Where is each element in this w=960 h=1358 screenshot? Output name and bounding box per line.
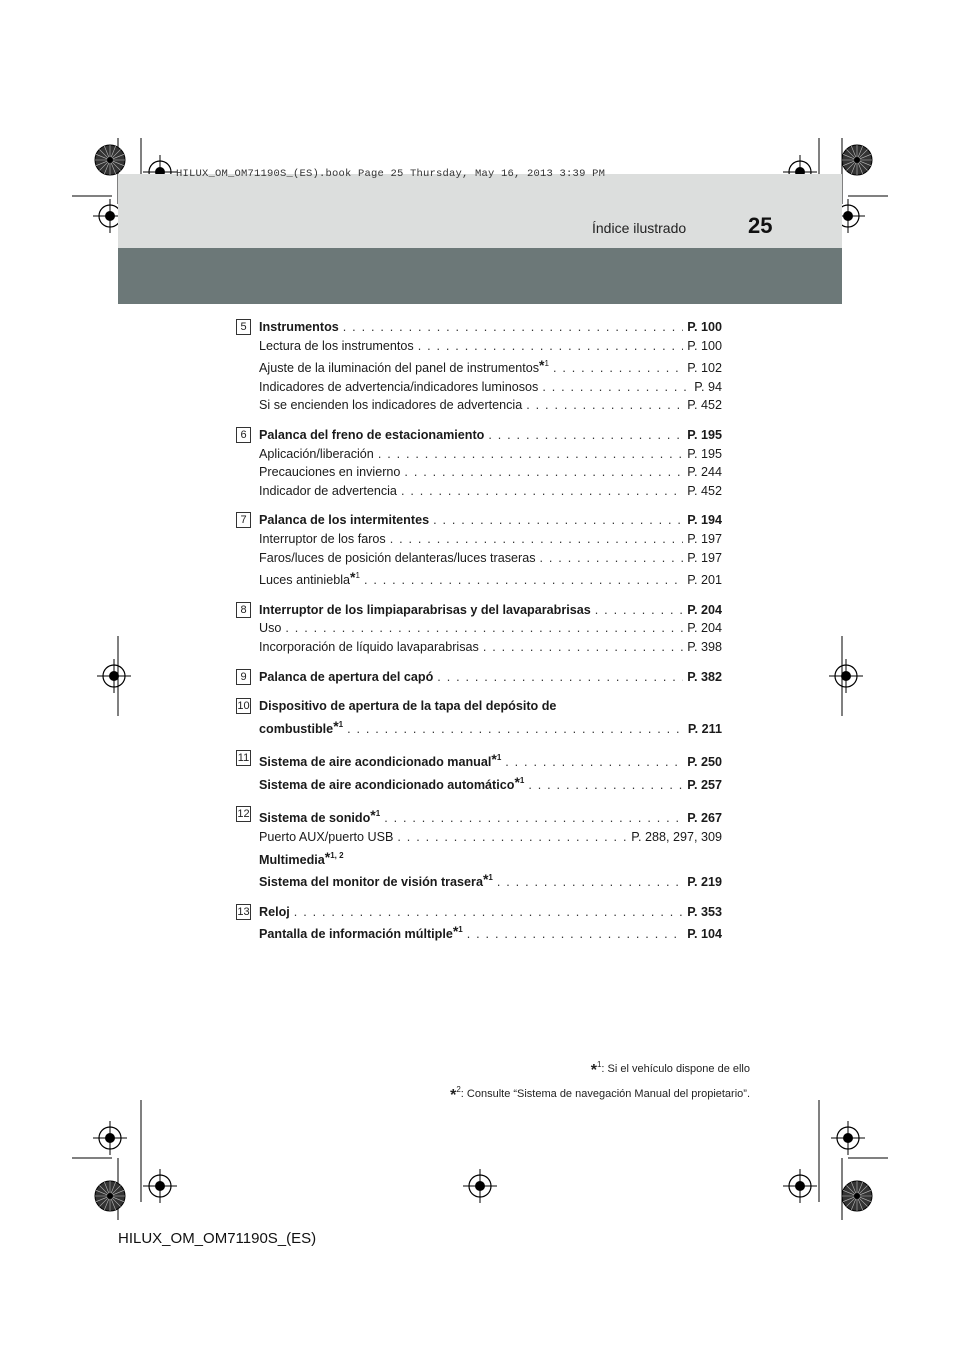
footnote-marker: *1	[482, 871, 493, 888]
header-band	[118, 174, 842, 248]
leader-dots	[497, 873, 683, 892]
index-entry	[259, 378, 722, 397]
page-reference: P. 382	[687, 669, 722, 684]
footnote-2: *$^2$: Consulte “Sistema de navegación Manual del propietario”.	[450, 1085, 750, 1104]
entry-title: Precauciones en invierno	[259, 465, 401, 480]
item-number-badge: 9	[236, 669, 251, 685]
leader-dots	[418, 337, 683, 356]
page-reference: P. 195	[687, 446, 722, 461]
index-entry	[259, 805, 722, 828]
index-entry	[259, 355, 722, 378]
footnote-marker: *1	[333, 717, 344, 734]
index-entry	[259, 697, 722, 716]
page-reference: P. 194	[687, 513, 722, 528]
index-section	[236, 511, 722, 589]
leader-dots	[404, 463, 683, 482]
index-entry	[259, 426, 722, 445]
index-entry	[259, 530, 722, 549]
leader-dots	[433, 511, 683, 530]
leader-dots	[378, 445, 683, 464]
leader-dots	[397, 828, 627, 847]
index-entry	[259, 445, 722, 464]
entry-title: Ajuste de la iluminación del panel de instrumentos$^{*1}$	[259, 357, 549, 376]
footnote-marker: *1	[350, 569, 360, 586]
page-reference: P. 257	[687, 777, 722, 792]
index-entry	[259, 921, 722, 944]
item-number-badge: 10	[237, 700, 250, 713]
page-reference: P. 204	[687, 602, 722, 617]
index-entry	[259, 749, 722, 772]
entry-title: Palanca de los intermitentes	[259, 513, 430, 528]
index-section	[236, 426, 722, 500]
item-number-badge: 11	[237, 752, 250, 765]
entry-title: Aplicación/liberación	[259, 446, 374, 461]
page-reference: P. 94	[694, 379, 722, 394]
page-reference: P. 452	[687, 483, 722, 498]
leader-dots	[384, 809, 683, 828]
index-section	[236, 749, 722, 794]
footnote-marker: *1	[514, 773, 525, 790]
item-number-badge: 7	[236, 512, 251, 528]
index-section	[236, 601, 722, 657]
footnote-marker: *1	[370, 807, 381, 824]
entry-title: Indicador de advertencia	[259, 483, 397, 498]
index-entry	[259, 337, 722, 356]
index-section	[236, 903, 722, 944]
leader-dots	[364, 571, 683, 590]
item-number-badge: 6	[236, 427, 251, 443]
leader-dots	[483, 638, 683, 657]
entry-title: Lectura de los instrumentos	[259, 338, 414, 353]
page-reference: P. 211	[687, 721, 722, 736]
entry-title: Instrumentos	[259, 320, 339, 334]
footnote-marker: *1	[491, 751, 502, 768]
page-reference: P. 100	[687, 320, 722, 334]
index-section	[236, 318, 722, 415]
entry-title: Luces antiniebla$^{*1}$	[259, 569, 360, 588]
page-reference: P. 398	[687, 639, 722, 654]
leader-dots	[528, 776, 683, 795]
leader-dots	[467, 925, 683, 944]
entry-title: Interruptor de los faros	[259, 531, 386, 546]
entry-title: combustible$^{*1}$	[259, 717, 344, 736]
page-reference: P. 100	[687, 338, 722, 353]
page-reference: P. 288, 297, 309	[631, 830, 722, 845]
leader-dots	[294, 903, 683, 922]
item-number-badge: 8	[236, 602, 251, 618]
entry-title: Multimedia$^{*1, 2}$	[259, 848, 344, 867]
index-entry	[259, 716, 722, 739]
footnotes	[450, 1055, 750, 1105]
entry-title: Palanca del freno de estacionamiento	[259, 427, 485, 442]
leader-dots	[488, 426, 683, 445]
index-entry	[259, 482, 722, 501]
page-reference: P. 219	[687, 875, 722, 890]
entry-title: Puerto AUX/puerto USB	[259, 830, 394, 845]
leader-dots	[542, 378, 690, 397]
entry-title: Interruptor de los limpiaparabrisas y del lavaparabrisas	[259, 602, 591, 617]
leader-dots	[553, 359, 683, 378]
index-list	[236, 318, 722, 955]
leader-dots	[285, 619, 683, 638]
page-reference: P. 250	[687, 755, 722, 770]
leader-dots	[595, 601, 683, 620]
leader-dots	[347, 720, 684, 739]
entry-title: Indicadores de advertencia/indicadores luminosos	[259, 379, 539, 394]
footnote-marker: *1	[539, 357, 549, 374]
page-reference: P. 102	[687, 361, 722, 376]
index-entry	[259, 847, 722, 870]
entry-title: Uso	[259, 621, 282, 636]
entry-title: Si se encienden los indicadores de advertencia	[259, 398, 523, 413]
index-entry	[259, 511, 722, 530]
entry-title: Incorporación de líquido lavaparabrisas	[259, 639, 479, 654]
footnote-marker: *1, 2	[324, 848, 344, 865]
leader-dots	[540, 549, 684, 568]
entry-title: Sistema de aire acondicionado automático$^{*1}$	[259, 773, 525, 792]
entry-title: Reloj	[259, 904, 290, 919]
leader-dots	[343, 318, 683, 337]
page-reference: P. 104	[687, 927, 722, 942]
page-reference: P. 197	[687, 531, 722, 546]
entry-title: Sistema de aire acondicionado manual$^{*1}$	[259, 751, 502, 770]
page-reference: P. 201	[687, 573, 722, 588]
index-entry	[259, 601, 722, 620]
item-number-badge: 13	[237, 905, 250, 918]
index-entry	[259, 869, 722, 892]
entry-title: Faros/luces de posición delanteras/luces traseras	[259, 550, 536, 565]
entry-title: Palanca de apertura del capó	[259, 669, 434, 684]
index-entry	[259, 772, 722, 795]
leader-dots	[401, 482, 683, 501]
entry-title: Pantalla de información múltiple$^{*1}$	[259, 923, 463, 942]
page-reference: P. 244	[687, 465, 722, 480]
item-number-badge: 12	[237, 808, 250, 821]
index-entry	[259, 638, 722, 657]
index-entry	[259, 567, 722, 590]
entry-title: Sistema del monitor de visión trasera$^{*1}$	[259, 871, 493, 890]
leader-dots	[505, 753, 683, 772]
page-reference: P. 353	[687, 904, 722, 919]
index-entry	[259, 668, 722, 687]
page-reference: P. 204	[687, 621, 722, 636]
index-entry	[259, 903, 722, 922]
index-section	[236, 697, 722, 738]
item-number-badge: 5	[236, 319, 251, 335]
index-entry	[259, 549, 722, 568]
section-title: Índice ilustrado	[592, 220, 687, 236]
page-reference: P. 197	[687, 550, 722, 565]
index-entry	[259, 318, 722, 337]
leader-dots	[390, 530, 684, 549]
index-entry	[259, 619, 722, 638]
document-code: HILUX_OM_OM71190S_(ES)	[118, 1230, 317, 1247]
entry-title: Dispositivo de apertura de la tapa del depósito de	[259, 699, 557, 714]
page-number: 25	[748, 213, 773, 238]
index-section	[236, 805, 722, 891]
leader-dots	[437, 668, 683, 687]
footnote-1: *$^1$: Si el vehículo dispone de ello	[590, 1060, 750, 1079]
index-entry	[259, 828, 722, 847]
page-reference: P. 452	[687, 398, 722, 413]
index-entry	[259, 463, 722, 482]
page-reference: P. 267	[687, 811, 722, 826]
index-section	[236, 668, 722, 687]
entry-title: Sistema de sonido$^{*1}$	[259, 807, 381, 826]
page-reference: P. 195	[687, 427, 722, 442]
footnote-marker: *1	[452, 923, 463, 940]
leader-dots	[526, 396, 683, 415]
print-metadata-line: HILUX_OM_OM71190S_(ES).book Page 25 Thursday, May 16, 2013 3:39 PM	[176, 168, 606, 180]
header-dark-band	[118, 248, 842, 304]
index-entry	[259, 396, 722, 415]
